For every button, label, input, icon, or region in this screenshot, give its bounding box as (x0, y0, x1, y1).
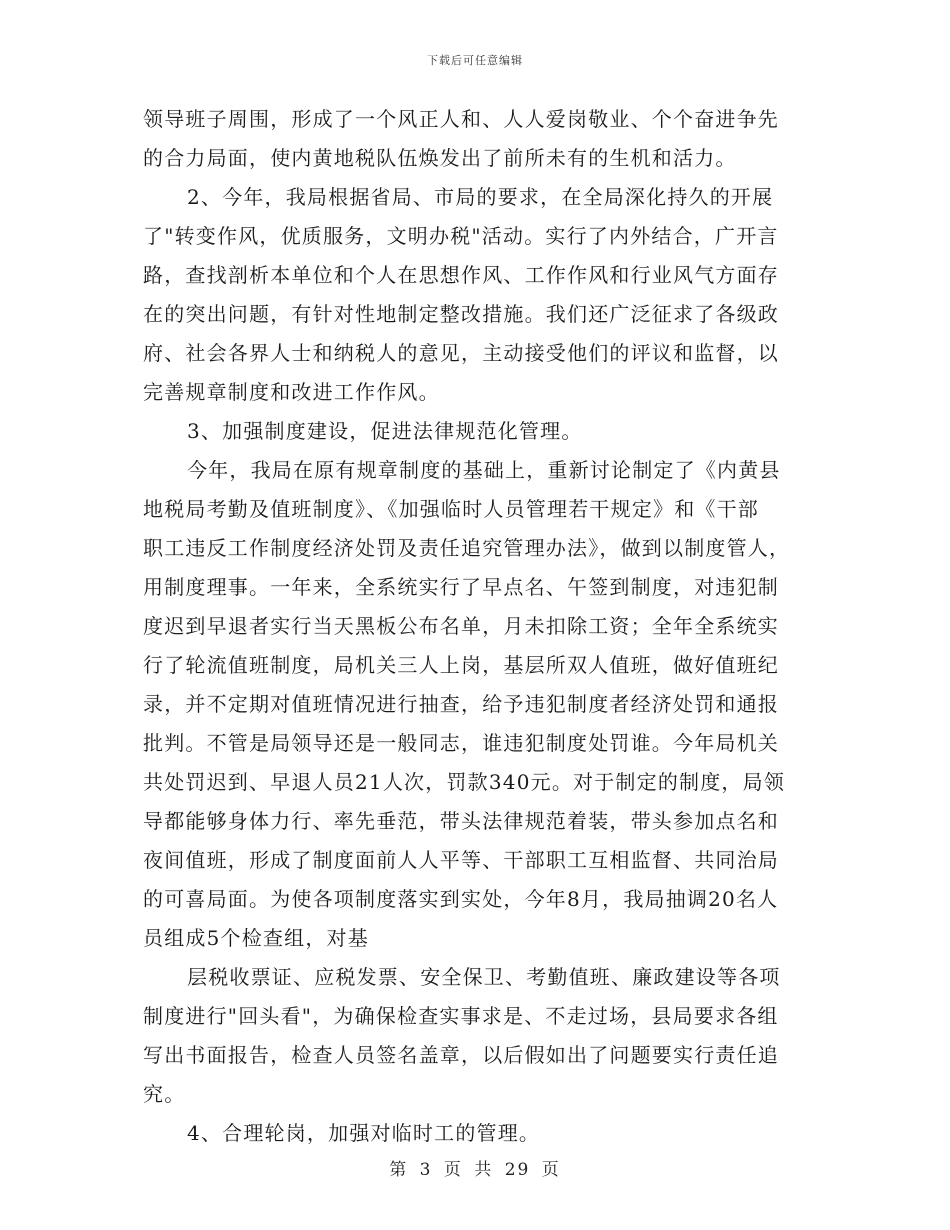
body-line: 批判。不管是局领导还是一般同志，谁违犯制度处罚谁。今年局机关 (143, 731, 779, 755)
body-line: 究。 (143, 1082, 186, 1106)
page-number-footer: 第 3 页 共 29 页 (389, 1160, 561, 1180)
body-line: 录，并不定期对值班情况进行抽查，给予违犯制度者经济处罚和通报 (143, 692, 779, 716)
body-line: 共处罚迟到、早退人员21人次，罚款340元。对于制定的制度，局领 (143, 770, 786, 794)
body-line: 职工违反工作制度经济处罚及责任追究管理办法》，做到以制度管人， (143, 536, 791, 560)
body-line: 度迟到早退者实行当天黑板公布名单，月未扣除工资；全年全系统实 (143, 614, 779, 638)
body-line: 府、社会各界人士和纳税人的意见，主动接受他们的评议和监督，以 (143, 341, 779, 365)
body-line: 的可喜局面。为使各项制度落实到实处，今年8月，我局抽调20名人 (143, 887, 779, 911)
body-line: 制度进行"回头看"，为确保检查实事求是、不走过场，县局要求各组 (143, 1004, 779, 1028)
section-heading: 3、加强制度建设，促进法律规范化管理。 (187, 419, 583, 443)
body-line: 完善规章制度和改进工作作风。 (143, 380, 440, 404)
paragraph-start-line: 层税收票证、应税发票、安全保卫、考勤值班、廉政建设等各项 (187, 965, 781, 989)
body-line: 在的突出问题，有针对性地制定整改措施。我们还广泛征求了各级政 (143, 302, 779, 326)
body-line: 路，查找剖析本单位和个人在思想作风、工作作风和行业风气方面存 (143, 263, 779, 287)
body-line: 用制度理事。一年来，全系统实行了早点名、午签到制度，对违犯制 (143, 575, 779, 599)
body-line: 了"转变作风，优质服务，文明办税"活动。实行了内外结合，广开言 (143, 224, 779, 248)
body-line: 地税局考勤及值班制度》、《加强临时人员管理若干规定》和《干部 (143, 497, 759, 521)
body-line: 的合力局面，使内黄地税队伍焕发出了前所未有的生机和活力。 (143, 146, 737, 170)
body-line: 导都能够身体力行、率先垂范，带头法律规范着装，带头参加点名和 (143, 809, 779, 833)
paragraph-start-line: 今年，我局在原有规章制度的基础上，重新讨论制定了《内黄县 (187, 458, 781, 482)
paragraph-start-line: 2、今年，我局根据省局、市局的要求，在全局深化持久的开展 (187, 185, 774, 209)
body-line: 夜间值班，形成了制度面前人人平等、干部职工互相监督、共同治局 (143, 848, 779, 872)
body-line: 员组成5个检查组，对基 (143, 926, 369, 950)
body-line: 领导班子周围，形成了一个风正人和、人人爱岗敬业、个个奋进争先 (143, 107, 779, 131)
body-line: 行了轮流值班制度，局机关三人上岗，基层所双人值班，做好值班纪 (143, 653, 779, 677)
document-body (143, 100, 805, 1153)
section-heading: 4、合理轮岗，加强对临时工的管理。 (187, 1121, 541, 1145)
body-line: 写出书面报告，检查人员签名盖章，以后假如出了问题要实行责任追 (143, 1043, 779, 1067)
page-header: 下载后可任意编辑 (427, 54, 523, 67)
